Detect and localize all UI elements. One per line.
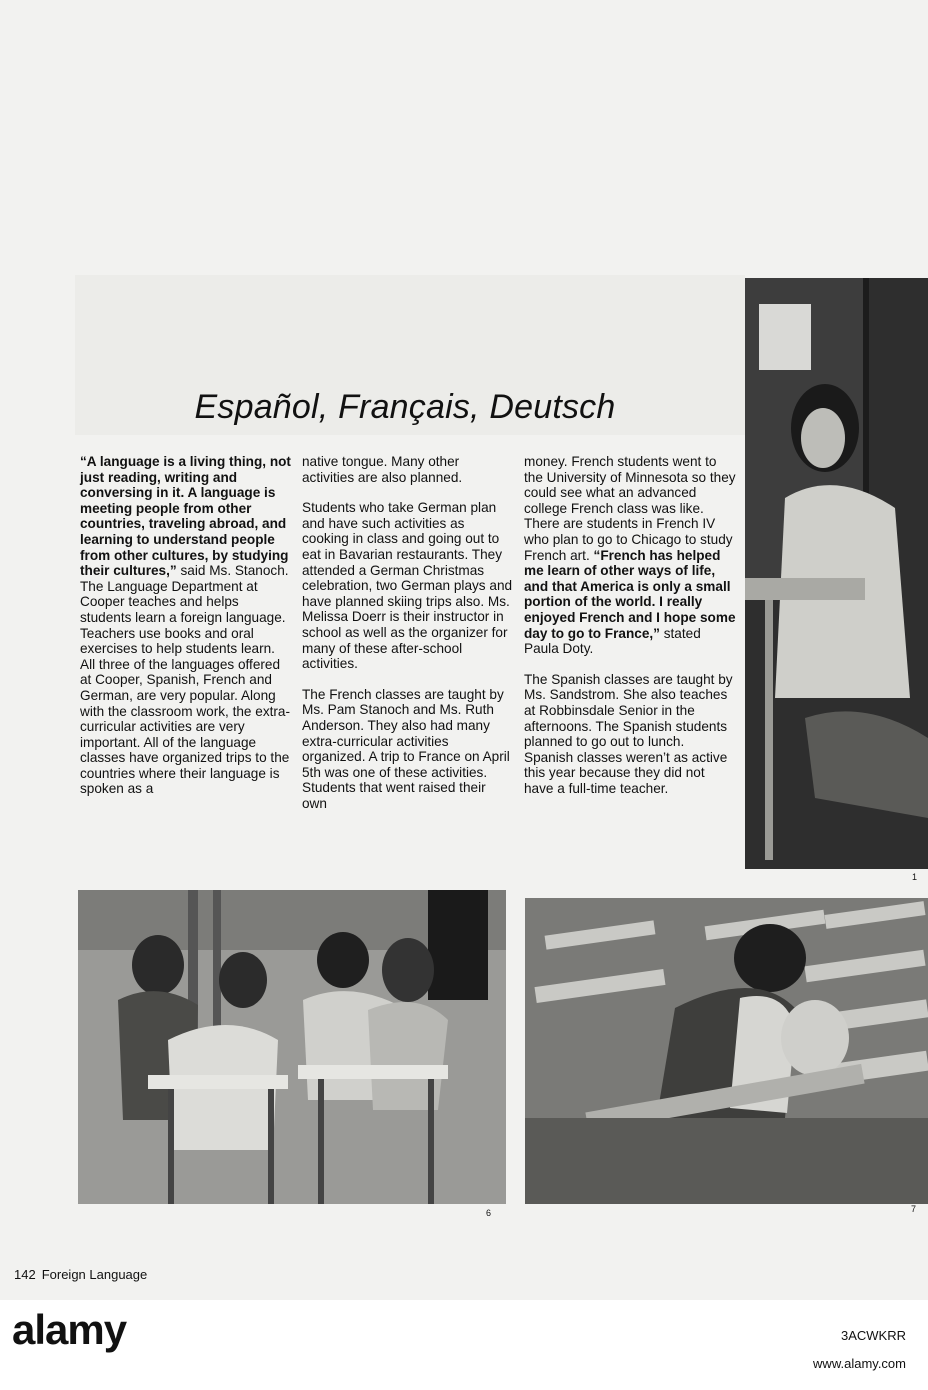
page-footer	[14, 1267, 153, 1282]
photo-illustration	[745, 278, 928, 869]
paragraph: The Spanish classes are taught by Ms. Sandstrom. She also teaches at Robbinsdale Senior in the afternoons. The Spanish students planned to go out to lunch. Spanish classes weren’t as active this year because they did not have a full-time teacher.	[524, 671, 733, 796]
quote-bold: “French has helped me learn of other ways of life, and that America is only a small portion of the world. I really enjoyed French and I hope some day to go to France,”	[524, 547, 736, 641]
image-code: 3ACWKRR	[840, 1328, 906, 1343]
photo-number-1: 1	[912, 872, 918, 882]
photo-number-6: 6	[486, 1208, 492, 1218]
watermark-bar	[0, 1300, 928, 1390]
paragraph	[80, 454, 292, 797]
photo-illustration	[78, 890, 506, 1204]
watermark-logo: alamy	[12, 1306, 127, 1353]
section-name: Foreign Language	[41, 1267, 148, 1282]
page-number: 142	[14, 1267, 36, 1282]
photo-number-7: 7	[911, 1204, 917, 1214]
paragraph: native tongue. Many other activities are also planned.	[302, 454, 463, 485]
paragraph-text: said Ms. Stanoch. The Language Department at Cooper teaches and helps students learn a foreign language. Teachers use books and oral exercises to help students learn. All three of the languages offered at Cooper, Spanish, French and German, are very popular. Along with the classroom work, the extra-curricular activities are very important. All of the language classes have organized trips to the countries where their language is spoken as a	[80, 563, 291, 797]
photo-students-at-desks	[78, 890, 506, 1204]
photo-illustration	[525, 898, 928, 1204]
quote-bold: “A language is a living thing, not just reading, writing and conversing in it. A language is meeting people from other countries, traveling abroad, and learning to understand people from other cultures, by studying their cultures,”	[80, 454, 291, 579]
paragraph: The French classes are taught by Ms. Pam Stanoch and Ms. Ruth Anderson. They also had many extra-curricular activities organized. A trip to France on April 5th was one of these activities. Students that went raised their own	[302, 686, 510, 811]
paragraph-text: money. French students went to the University of Minnesota so they could see what an advanced college French class was like. There are students in French IV who plan to go to Chicago to study French art.	[524, 454, 736, 563]
paragraph	[524, 454, 736, 657]
photo-teacher-helping-student	[525, 898, 928, 1204]
page-title: Español, Français, Deutsch	[194, 388, 616, 426]
text-column-3	[524, 454, 736, 811]
paragraph: Students who take German plan and have such activities as cooking in class and going out to eat in Bavarian restaurants. They attended a German Christmas celebration, two German plays and have planned skiing trips also. Ms. Melissa Doerr is their instructor in school as well as the organizer for many of these after-school activities.	[302, 500, 513, 672]
text-column-2	[302, 454, 514, 826]
paragraph-text: stated Paula Doty.	[524, 625, 701, 657]
text-column-1	[80, 454, 292, 812]
watermark-site: www.alamy.com	[813, 1356, 906, 1371]
photo-student-laughing	[745, 278, 928, 869]
